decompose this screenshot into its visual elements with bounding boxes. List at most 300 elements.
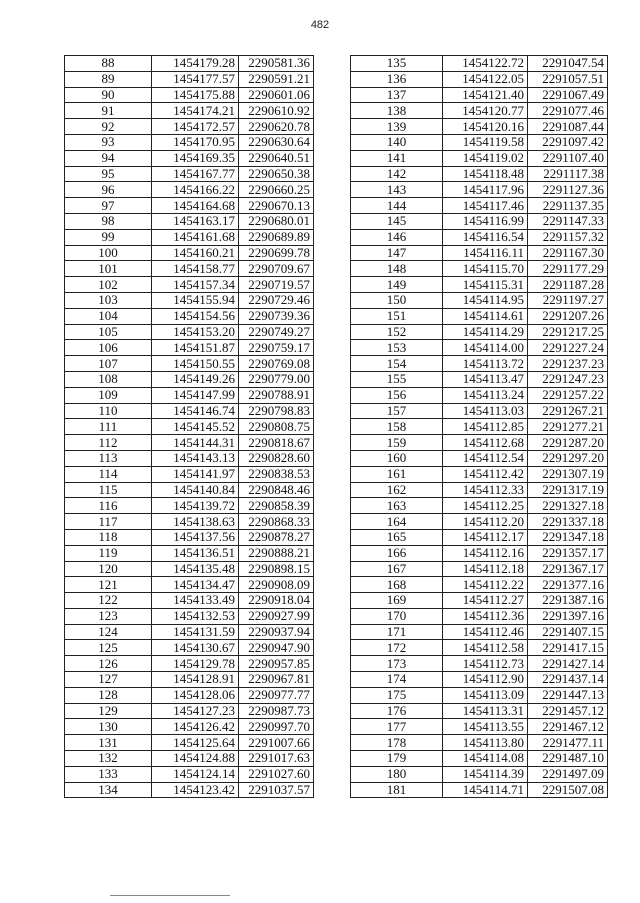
point-number-cell: 95 — [65, 166, 152, 182]
x-coordinate-cell: 1454112.54 — [443, 450, 528, 466]
point-number-cell: 167 — [351, 561, 443, 577]
point-number-cell: 136 — [351, 71, 443, 87]
x-coordinate-cell: 1454177.57 — [152, 71, 239, 87]
y-coordinate-cell: 2290630.64 — [239, 134, 314, 150]
x-coordinate-cell: 1454112.18 — [443, 561, 528, 577]
y-coordinate-cell: 2291077.46 — [528, 103, 608, 119]
point-number-cell: 181 — [351, 782, 443, 798]
x-coordinate-cell: 1454120.16 — [443, 119, 528, 135]
point-number-cell: 147 — [351, 245, 443, 261]
x-coordinate-cell: 1454143.13 — [152, 450, 239, 466]
point-number-cell: 115 — [65, 482, 152, 498]
y-coordinate-cell: 2291197.27 — [528, 292, 608, 308]
point-number-cell: 104 — [65, 308, 152, 324]
y-coordinate-cell: 2290591.21 — [239, 71, 314, 87]
table-row — [65, 71, 314, 87]
y-coordinate-cell: 2290660.25 — [239, 182, 314, 198]
x-coordinate-cell: 1454121.40 — [443, 87, 528, 103]
point-number-cell: 138 — [351, 103, 443, 119]
x-coordinate-cell: 1454116.11 — [443, 245, 528, 261]
table-row — [65, 166, 314, 182]
point-number-cell: 173 — [351, 656, 443, 672]
x-coordinate-cell: 1454170.95 — [152, 134, 239, 150]
point-number-cell: 133 — [65, 766, 152, 782]
point-number-cell: 159 — [351, 435, 443, 451]
x-coordinate-cell: 1454112.58 — [443, 640, 528, 656]
x-coordinate-cell: 1454157.34 — [152, 277, 239, 293]
table-row — [65, 719, 314, 735]
y-coordinate-cell: 2291467.12 — [528, 719, 608, 735]
table-row — [351, 482, 608, 498]
x-coordinate-cell: 1454122.72 — [443, 56, 528, 72]
table-row — [65, 403, 314, 419]
y-coordinate-cell: 2291137.35 — [528, 198, 608, 214]
table-row — [65, 387, 314, 403]
x-coordinate-cell: 1454114.71 — [443, 782, 528, 798]
point-number-cell: 171 — [351, 624, 443, 640]
y-coordinate-cell: 2290927.99 — [239, 608, 314, 624]
y-coordinate-cell: 2291507.08 — [528, 782, 608, 798]
y-coordinate-cell: 2291487.10 — [528, 751, 608, 767]
point-number-cell: 114 — [65, 466, 152, 482]
table-row — [65, 656, 314, 672]
x-coordinate-cell: 1454135.48 — [152, 561, 239, 577]
y-coordinate-cell: 2291237.23 — [528, 356, 608, 372]
x-coordinate-cell: 1454139.72 — [152, 498, 239, 514]
point-number-cell: 141 — [351, 150, 443, 166]
point-number-cell: 161 — [351, 466, 443, 482]
y-coordinate-cell: 2291257.22 — [528, 387, 608, 403]
point-number-cell: 110 — [65, 403, 152, 419]
x-coordinate-cell: 1454174.21 — [152, 103, 239, 119]
table-row — [351, 166, 608, 182]
table-row — [351, 308, 608, 324]
x-coordinate-cell: 1454133.49 — [152, 593, 239, 609]
point-number-cell: 124 — [65, 624, 152, 640]
point-number-cell: 131 — [65, 735, 152, 751]
table-row — [65, 356, 314, 372]
x-coordinate-cell: 1454112.73 — [443, 656, 528, 672]
point-number-cell: 135 — [351, 56, 443, 72]
y-coordinate-cell: 2290650.38 — [239, 166, 314, 182]
x-coordinate-cell: 1454112.36 — [443, 608, 528, 624]
x-coordinate-cell: 1454175.88 — [152, 87, 239, 103]
y-coordinate-cell: 2291347.18 — [528, 529, 608, 545]
point-number-cell: 152 — [351, 324, 443, 340]
point-number-cell: 166 — [351, 545, 443, 561]
point-number-cell: 156 — [351, 387, 443, 403]
point-number-cell: 137 — [351, 87, 443, 103]
x-coordinate-cell: 1454164.68 — [152, 198, 239, 214]
table-row — [65, 245, 314, 261]
y-coordinate-cell: 2291007.66 — [239, 735, 314, 751]
y-coordinate-cell: 2290977.77 — [239, 687, 314, 703]
table-row — [65, 150, 314, 166]
y-coordinate-cell: 2290818.67 — [239, 435, 314, 451]
x-coordinate-cell: 1454155.94 — [152, 292, 239, 308]
x-coordinate-cell: 1454116.99 — [443, 213, 528, 229]
table-row — [65, 751, 314, 767]
table-row — [65, 561, 314, 577]
point-number-cell: 163 — [351, 498, 443, 514]
x-coordinate-cell: 1454146.74 — [152, 403, 239, 419]
point-number-cell: 88 — [65, 56, 152, 72]
x-coordinate-cell: 1454116.54 — [443, 229, 528, 245]
y-coordinate-cell: 2290640.51 — [239, 150, 314, 166]
x-coordinate-cell: 1454131.59 — [152, 624, 239, 640]
x-coordinate-cell: 1454113.80 — [443, 735, 528, 751]
table-row — [65, 529, 314, 545]
point-number-cell: 122 — [65, 593, 152, 609]
x-coordinate-cell: 1454167.77 — [152, 166, 239, 182]
y-coordinate-cell: 2291187.28 — [528, 277, 608, 293]
point-number-cell: 145 — [351, 213, 443, 229]
x-coordinate-cell: 1454114.95 — [443, 292, 528, 308]
x-coordinate-cell: 1454115.70 — [443, 261, 528, 277]
table-row — [351, 751, 608, 767]
point-number-cell: 100 — [65, 245, 152, 261]
y-coordinate-cell: 2291427.14 — [528, 656, 608, 672]
x-coordinate-cell: 1454163.17 — [152, 213, 239, 229]
table-row — [65, 182, 314, 198]
point-number-cell: 180 — [351, 766, 443, 782]
y-coordinate-cell: 2290838.53 — [239, 466, 314, 482]
table-row — [65, 371, 314, 387]
y-coordinate-cell: 2291217.25 — [528, 324, 608, 340]
point-number-cell: 93 — [65, 134, 152, 150]
point-number-cell: 99 — [65, 229, 152, 245]
table-row — [65, 672, 314, 688]
table-row — [351, 340, 608, 356]
x-coordinate-cell: 1454112.68 — [443, 435, 528, 451]
table-row — [65, 87, 314, 103]
table-row — [351, 498, 608, 514]
y-coordinate-cell: 2290828.60 — [239, 450, 314, 466]
point-number-cell: 153 — [351, 340, 443, 356]
y-coordinate-cell: 2290937.94 — [239, 624, 314, 640]
point-number-cell: 172 — [351, 640, 443, 656]
point-number-cell: 123 — [65, 608, 152, 624]
x-coordinate-cell: 1454132.53 — [152, 608, 239, 624]
x-coordinate-cell: 1454114.39 — [443, 766, 528, 782]
table-row — [351, 292, 608, 308]
point-number-cell: 98 — [65, 213, 152, 229]
y-coordinate-cell: 2290689.89 — [239, 229, 314, 245]
y-coordinate-cell: 2290779.00 — [239, 371, 314, 387]
x-coordinate-cell: 1454118.48 — [443, 166, 528, 182]
x-coordinate-cell: 1454179.28 — [152, 56, 239, 72]
y-coordinate-cell: 2290729.46 — [239, 292, 314, 308]
point-number-cell: 121 — [65, 577, 152, 593]
y-coordinate-cell: 2291407.15 — [528, 624, 608, 640]
table-row — [65, 119, 314, 135]
table-row — [351, 450, 608, 466]
point-number-cell: 101 — [65, 261, 152, 277]
point-number-cell: 154 — [351, 356, 443, 372]
table-row — [351, 672, 608, 688]
point-number-cell: 155 — [351, 371, 443, 387]
x-coordinate-cell: 1454158.77 — [152, 261, 239, 277]
point-number-cell: 150 — [351, 292, 443, 308]
table-row — [65, 703, 314, 719]
scan-artifact-line — [110, 895, 230, 896]
table-row — [351, 387, 608, 403]
table-row — [351, 435, 608, 451]
table-row — [65, 261, 314, 277]
table-row — [351, 87, 608, 103]
point-number-cell: 109 — [65, 387, 152, 403]
x-coordinate-cell: 1454112.85 — [443, 419, 528, 435]
y-coordinate-cell: 2290878.27 — [239, 529, 314, 545]
x-coordinate-cell: 1454130.67 — [152, 640, 239, 656]
point-number-cell: 128 — [65, 687, 152, 703]
y-coordinate-cell: 2291307.19 — [528, 466, 608, 482]
table-row — [65, 577, 314, 593]
point-number-cell: 102 — [65, 277, 152, 293]
table-row — [65, 213, 314, 229]
y-coordinate-cell: 2291437.14 — [528, 672, 608, 688]
point-number-cell: 106 — [65, 340, 152, 356]
point-number-cell: 91 — [65, 103, 152, 119]
y-coordinate-cell: 2290798.83 — [239, 403, 314, 419]
x-coordinate-cell: 1454119.02 — [443, 150, 528, 166]
table-row — [65, 766, 314, 782]
x-coordinate-cell: 1454172.57 — [152, 119, 239, 135]
table-row — [351, 529, 608, 545]
point-number-cell: 112 — [65, 435, 152, 451]
x-coordinate-cell: 1454151.87 — [152, 340, 239, 356]
table-row — [351, 134, 608, 150]
point-number-cell: 129 — [65, 703, 152, 719]
table-row — [351, 371, 608, 387]
point-number-cell: 118 — [65, 529, 152, 545]
table-row — [351, 71, 608, 87]
table-row — [65, 640, 314, 656]
x-coordinate-cell: 1454124.88 — [152, 751, 239, 767]
y-coordinate-cell: 2291287.20 — [528, 435, 608, 451]
x-coordinate-cell: 1454150.55 — [152, 356, 239, 372]
table-row — [65, 782, 314, 798]
x-coordinate-cell: 1454117.96 — [443, 182, 528, 198]
point-number-cell: 169 — [351, 593, 443, 609]
x-coordinate-cell: 1454138.63 — [152, 514, 239, 530]
table-row — [65, 103, 314, 119]
y-coordinate-cell: 2291027.60 — [239, 766, 314, 782]
y-coordinate-cell: 2291127.36 — [528, 182, 608, 198]
y-coordinate-cell: 2291267.21 — [528, 403, 608, 419]
y-coordinate-cell: 2290709.67 — [239, 261, 314, 277]
point-number-cell: 120 — [65, 561, 152, 577]
y-coordinate-cell: 2291397.16 — [528, 608, 608, 624]
table-row — [351, 419, 608, 435]
point-number-cell: 96 — [65, 182, 152, 198]
y-coordinate-cell: 2291357.17 — [528, 545, 608, 561]
table-row — [65, 435, 314, 451]
y-coordinate-cell: 2291147.33 — [528, 213, 608, 229]
y-coordinate-cell: 2291177.29 — [528, 261, 608, 277]
table-row — [65, 482, 314, 498]
y-coordinate-cell: 2291367.17 — [528, 561, 608, 577]
y-coordinate-cell: 2291327.18 — [528, 498, 608, 514]
table-row — [351, 640, 608, 656]
x-coordinate-cell: 1454126.42 — [152, 719, 239, 735]
x-coordinate-cell: 1454112.22 — [443, 577, 528, 593]
table-row — [65, 735, 314, 751]
point-number-cell: 177 — [351, 719, 443, 735]
point-number-cell: 176 — [351, 703, 443, 719]
x-coordinate-cell: 1454169.35 — [152, 150, 239, 166]
x-coordinate-cell: 1454113.72 — [443, 356, 528, 372]
y-coordinate-cell: 2290918.04 — [239, 593, 314, 609]
y-coordinate-cell: 2291387.16 — [528, 593, 608, 609]
table-row — [351, 608, 608, 624]
table-row — [65, 545, 314, 561]
x-coordinate-cell: 1454119.58 — [443, 134, 528, 150]
x-coordinate-cell: 1454129.78 — [152, 656, 239, 672]
x-coordinate-cell: 1454166.22 — [152, 182, 239, 198]
y-coordinate-cell: 2291057.51 — [528, 71, 608, 87]
point-number-cell: 164 — [351, 514, 443, 530]
y-coordinate-cell: 2290699.78 — [239, 245, 314, 261]
table-row — [351, 577, 608, 593]
x-coordinate-cell: 1454113.31 — [443, 703, 528, 719]
y-coordinate-cell: 2290739.36 — [239, 308, 314, 324]
x-coordinate-cell: 1454134.47 — [152, 577, 239, 593]
x-coordinate-cell: 1454147.99 — [152, 387, 239, 403]
x-coordinate-cell: 1454113.55 — [443, 719, 528, 735]
table-row — [65, 419, 314, 435]
y-coordinate-cell: 2290601.06 — [239, 87, 314, 103]
point-number-cell: 125 — [65, 640, 152, 656]
x-coordinate-cell: 1454125.64 — [152, 735, 239, 751]
y-coordinate-cell: 2290957.85 — [239, 656, 314, 672]
x-coordinate-cell: 1454128.06 — [152, 687, 239, 703]
y-coordinate-cell: 2290680.01 — [239, 213, 314, 229]
x-coordinate-cell: 1454112.25 — [443, 498, 528, 514]
point-number-cell: 144 — [351, 198, 443, 214]
y-coordinate-cell: 2291087.44 — [528, 119, 608, 135]
point-number-cell: 146 — [351, 229, 443, 245]
x-coordinate-cell: 1454112.33 — [443, 482, 528, 498]
y-coordinate-cell: 2291037.57 — [239, 782, 314, 798]
table-row — [351, 687, 608, 703]
point-number-cell: 105 — [65, 324, 152, 340]
table-row — [351, 561, 608, 577]
y-coordinate-cell: 2290898.15 — [239, 561, 314, 577]
table-row — [351, 150, 608, 166]
x-coordinate-cell: 1454112.46 — [443, 624, 528, 640]
x-coordinate-cell: 1454114.08 — [443, 751, 528, 767]
y-coordinate-cell: 2290769.08 — [239, 356, 314, 372]
point-number-cell: 162 — [351, 482, 443, 498]
table-row — [65, 466, 314, 482]
y-coordinate-cell: 2291337.18 — [528, 514, 608, 530]
point-number-cell: 132 — [65, 751, 152, 767]
y-coordinate-cell: 2290610.92 — [239, 103, 314, 119]
table-row — [351, 466, 608, 482]
table-row — [351, 103, 608, 119]
x-coordinate-cell: 1454112.16 — [443, 545, 528, 561]
y-coordinate-cell: 2290858.39 — [239, 498, 314, 514]
y-coordinate-cell: 2291227.24 — [528, 340, 608, 356]
table-row — [351, 182, 608, 198]
table-row — [65, 593, 314, 609]
x-coordinate-cell: 1454140.84 — [152, 482, 239, 498]
coordinates-table-right — [350, 55, 608, 798]
table-row — [65, 308, 314, 324]
y-coordinate-cell: 2291297.20 — [528, 450, 608, 466]
y-coordinate-cell: 2291457.12 — [528, 703, 608, 719]
y-coordinate-cell: 2291167.30 — [528, 245, 608, 261]
table-row — [65, 198, 314, 214]
y-coordinate-cell: 2291247.23 — [528, 371, 608, 387]
y-coordinate-cell: 2291107.40 — [528, 150, 608, 166]
table-row — [351, 56, 608, 72]
point-number-cell: 107 — [65, 356, 152, 372]
table-row — [351, 356, 608, 372]
x-coordinate-cell: 1454113.24 — [443, 387, 528, 403]
table-row — [65, 498, 314, 514]
x-coordinate-cell: 1454149.26 — [152, 371, 239, 387]
x-coordinate-cell: 1454154.56 — [152, 308, 239, 324]
y-coordinate-cell: 2290967.81 — [239, 672, 314, 688]
x-coordinate-cell: 1454153.20 — [152, 324, 239, 340]
y-coordinate-cell: 2291447.13 — [528, 687, 608, 703]
x-coordinate-cell: 1454115.31 — [443, 277, 528, 293]
x-coordinate-cell: 1454137.56 — [152, 529, 239, 545]
table-row — [351, 545, 608, 561]
table-row — [351, 514, 608, 530]
y-coordinate-cell: 2290868.33 — [239, 514, 314, 530]
y-coordinate-cell: 2290788.91 — [239, 387, 314, 403]
y-coordinate-cell: 2290749.27 — [239, 324, 314, 340]
table-row — [65, 134, 314, 150]
table-row — [351, 593, 608, 609]
x-coordinate-cell: 1454114.00 — [443, 340, 528, 356]
table-row — [351, 261, 608, 277]
point-number-cell: 175 — [351, 687, 443, 703]
point-number-cell: 113 — [65, 450, 152, 466]
y-coordinate-cell: 2290620.78 — [239, 119, 314, 135]
table-row — [351, 766, 608, 782]
point-number-cell: 130 — [65, 719, 152, 735]
x-coordinate-cell: 1454120.77 — [443, 103, 528, 119]
x-coordinate-cell: 1454123.42 — [152, 782, 239, 798]
point-number-cell: 140 — [351, 134, 443, 150]
point-number-cell: 94 — [65, 150, 152, 166]
x-coordinate-cell: 1454122.05 — [443, 71, 528, 87]
table-row — [65, 608, 314, 624]
table-row — [65, 292, 314, 308]
table-row — [351, 277, 608, 293]
point-number-cell: 168 — [351, 577, 443, 593]
x-coordinate-cell: 1454128.91 — [152, 672, 239, 688]
y-coordinate-cell: 2291497.09 — [528, 766, 608, 782]
table-row — [65, 624, 314, 640]
y-coordinate-cell: 2291157.32 — [528, 229, 608, 245]
point-number-cell: 151 — [351, 308, 443, 324]
point-number-cell: 170 — [351, 608, 443, 624]
point-number-cell: 90 — [65, 87, 152, 103]
x-coordinate-cell: 1454161.68 — [152, 229, 239, 245]
point-number-cell: 89 — [65, 71, 152, 87]
y-coordinate-cell: 2291417.15 — [528, 640, 608, 656]
point-number-cell: 179 — [351, 751, 443, 767]
table-row — [351, 624, 608, 640]
point-number-cell: 157 — [351, 403, 443, 419]
table-row — [351, 198, 608, 214]
point-number-cell: 126 — [65, 656, 152, 672]
